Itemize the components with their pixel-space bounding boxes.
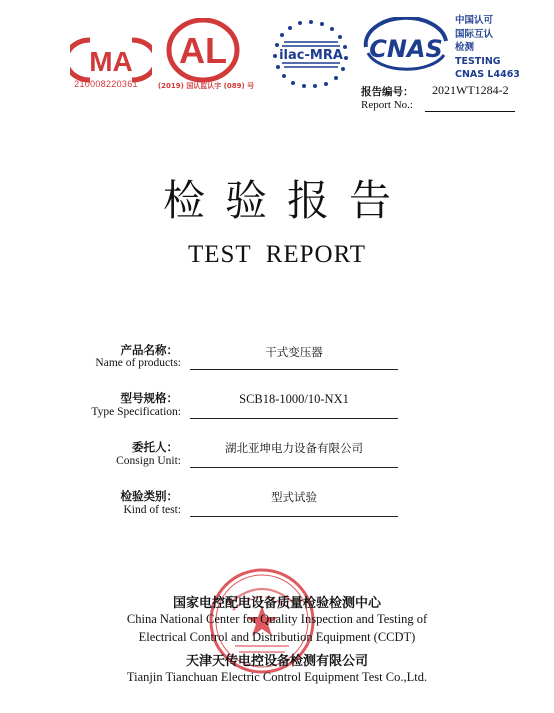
field-label-en: Name of products: (95, 357, 181, 369)
cnas-accreditation-text (455, 14, 545, 82)
ilac-text: ilac-MRA (279, 48, 343, 63)
footer-org1-en-line1: China National Center for Quality Inspection and Testing of (126, 612, 428, 626)
cnas-side-line: CNAS L4463 (455, 69, 520, 80)
cnas-side-line: 检测 (455, 42, 475, 53)
footer-org2-en: Tianjin Tianchuan Electric Control Equipment Test Co.,Ltd. (126, 670, 428, 684)
field-label-en: Consign Unit: (116, 455, 181, 467)
cal-logo (165, 18, 241, 86)
report-title-cn: 检验报告 (162, 176, 411, 225)
cnas-side-line: 中国认可 (455, 15, 494, 26)
field-value: 湖北亚坤电力设备有限公司 (225, 441, 363, 455)
ilac-mra-logo (270, 16, 352, 90)
report-no-label-cn: 报告编号： (361, 86, 414, 98)
cnas-side-line: TESTING (455, 55, 501, 67)
cma-letters: MA (89, 46, 133, 77)
cal-letters: AL (179, 30, 227, 71)
field-label-cn: 产品名称： (120, 343, 178, 357)
cnas-side-line: 国际互认 (455, 28, 494, 40)
cal-caption: (2019) 国认监认字 (089) 号 (157, 82, 255, 90)
field-underline (190, 418, 398, 419)
cnas-logo (360, 17, 452, 75)
field-label-en: Kind of test: (123, 504, 181, 516)
field-underline (190, 516, 398, 517)
field-label-cn: 检验类别： (120, 489, 178, 503)
field-label-cn: 委托人： (132, 440, 178, 454)
field-value: SCB18-1000/10-NX1 (239, 392, 349, 406)
field-label-cn: 型号规格： (120, 391, 178, 405)
footer-org1-cn: 国家电控配电设备质量检验检测中心 (172, 596, 381, 611)
field-value: 型式试验 (271, 490, 317, 504)
report-no-value: 2021WT1284-2 (432, 83, 509, 97)
field-label-en: Type Specification: (91, 406, 181, 418)
field-underline (190, 467, 398, 468)
field-underline (190, 369, 398, 370)
field-value: 干式变压器 (265, 345, 323, 359)
report-no-underline (425, 111, 515, 112)
cnas-text: CNAS (369, 35, 443, 63)
report-title-en: TEST REPORT (187, 241, 367, 268)
footer-org2-cn: 天津天传电控设备检测有限公司 (185, 654, 368, 669)
cma-number: 210008220361 (74, 79, 138, 89)
footer-org1-en-line2: Electrical Control and Distribution Equipment (CCDT) (138, 630, 416, 644)
report-no-label-en: Report No.: (361, 99, 413, 111)
